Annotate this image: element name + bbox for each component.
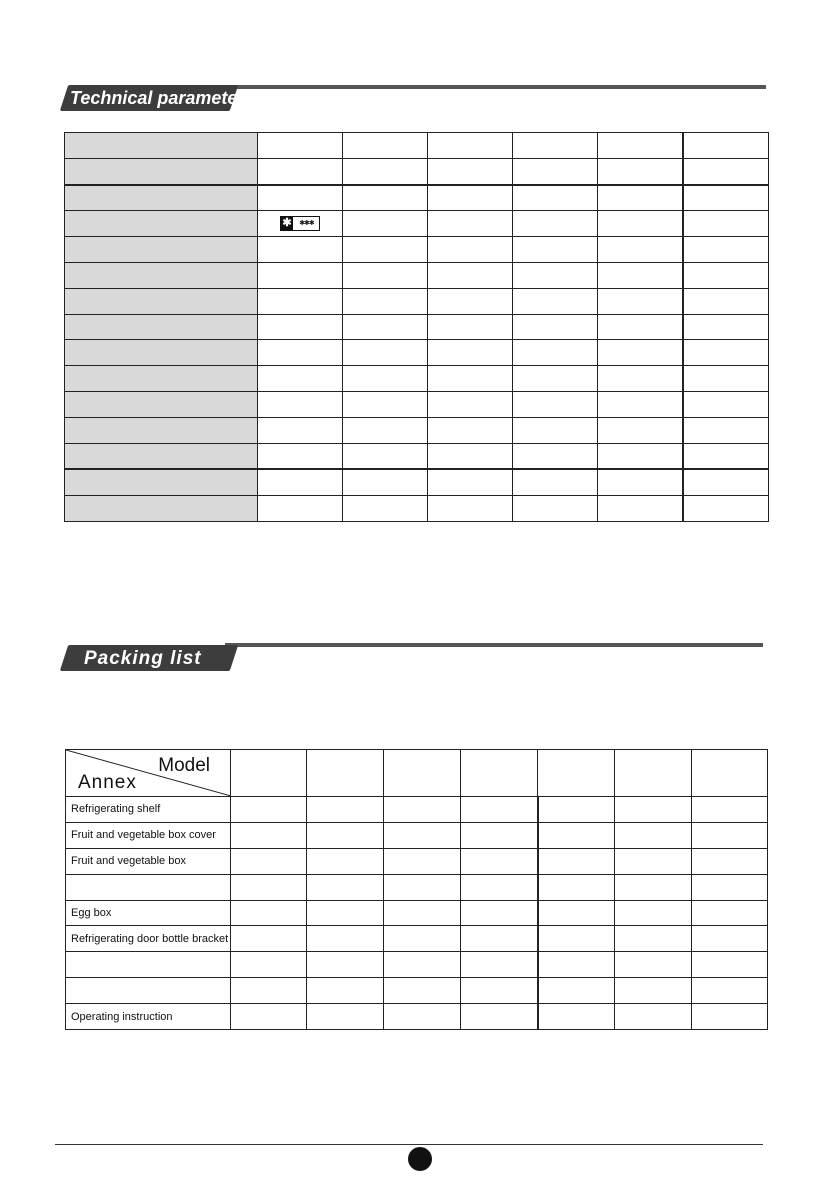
parameter-value-cell — [598, 496, 683, 522]
parameter-value-cell — [428, 496, 513, 522]
parameter-label-cell — [65, 496, 258, 522]
parameter-value-cell — [683, 469, 769, 495]
parameter-value-cell — [513, 158, 598, 184]
quantity-cell — [231, 822, 307, 848]
technical-row — [65, 391, 769, 417]
parameter-value-cell — [428, 314, 513, 340]
quantity-cell — [615, 848, 692, 874]
model-column-header — [692, 750, 768, 797]
model-column-header — [538, 750, 615, 797]
packing-row — [66, 1004, 768, 1030]
parameter-value-cell — [258, 469, 343, 495]
quantity-cell — [538, 952, 615, 978]
parameter-label-cell — [65, 340, 258, 366]
quantity-cell — [692, 1004, 768, 1030]
parameter-value-cell — [513, 417, 598, 443]
technical-row — [65, 366, 769, 392]
packing-row — [66, 952, 768, 978]
parameter-value-cell — [258, 262, 343, 288]
parameter-value-cell — [343, 496, 428, 522]
quantity-cell — [307, 1004, 384, 1030]
parameter-value-cell — [258, 366, 343, 392]
parameter-label-cell — [65, 211, 258, 237]
quantity-cell — [615, 822, 692, 848]
quantity-cell — [307, 874, 384, 900]
quantity-cell — [384, 978, 461, 1004]
quantity-cell — [461, 1004, 538, 1030]
parameter-value-cell — [343, 314, 428, 340]
parameter-value-cell — [513, 133, 598, 159]
parameter-value-cell — [428, 391, 513, 417]
quantity-cell — [538, 978, 615, 1004]
parameter-value-cell — [683, 417, 769, 443]
parameter-value-cell — [513, 314, 598, 340]
quantity-cell — [231, 848, 307, 874]
packing-row — [66, 822, 768, 848]
parameter-value-cell — [683, 391, 769, 417]
freezer-stars-icon: ✱✱✱ — [299, 220, 314, 228]
quantity-cell — [538, 926, 615, 952]
packing-header-rule — [225, 643, 763, 647]
quantity-cell — [692, 797, 768, 823]
parameter-value-cell — [683, 314, 769, 340]
parameter-value-cell — [258, 288, 343, 314]
parameter-value-cell — [683, 262, 769, 288]
parameter-value-cell — [428, 133, 513, 159]
footer-rule — [55, 1144, 763, 1145]
parameter-value-cell — [513, 262, 598, 288]
parameter-label-cell — [65, 288, 258, 314]
parameter-value-cell — [513, 288, 598, 314]
model-header-label: Model — [158, 755, 210, 776]
quantity-cell — [615, 797, 692, 823]
parameter-value-cell — [598, 469, 683, 495]
page-number-dot — [408, 1147, 432, 1171]
quantity-cell — [384, 797, 461, 823]
parameter-value-cell — [683, 158, 769, 184]
parameter-value-cell — [343, 288, 428, 314]
parameter-value-cell — [598, 133, 683, 159]
quantity-cell — [615, 978, 692, 1004]
technical-row — [65, 262, 769, 288]
parameter-value-cell — [598, 211, 683, 237]
annex-item-label — [66, 952, 231, 978]
parameter-value-cell — [513, 211, 598, 237]
parameter-value-cell — [513, 496, 598, 522]
parameter-value-cell — [598, 262, 683, 288]
annex-item-label: Fruit and vegetable box cover — [66, 822, 231, 848]
parameter-value-cell — [598, 158, 683, 184]
parameter-value-cell — [343, 262, 428, 288]
parameter-value-cell — [683, 237, 769, 263]
quantity-cell — [692, 900, 768, 926]
quantity-cell — [231, 797, 307, 823]
parameter-value-cell — [343, 185, 428, 211]
quantity-cell — [384, 952, 461, 978]
quantity-cell — [307, 797, 384, 823]
quantity-cell — [307, 926, 384, 952]
packing-row — [66, 797, 768, 823]
quantity-cell — [307, 822, 384, 848]
parameter-value-cell — [598, 443, 683, 469]
parameter-value-cell — [598, 340, 683, 366]
technical-header-title: Technical parameter — [70, 88, 245, 108]
parameter-value-cell — [513, 391, 598, 417]
parameter-value-cell — [513, 237, 598, 263]
quantity-cell — [615, 900, 692, 926]
technical-header-rule — [220, 85, 766, 89]
packing-header-row — [66, 750, 768, 797]
parameter-value-cell — [428, 469, 513, 495]
parameter-value-cell — [428, 417, 513, 443]
parameter-label-cell — [65, 262, 258, 288]
quantity-cell — [692, 952, 768, 978]
quantity-cell — [461, 848, 538, 874]
parameter-value-cell — [598, 417, 683, 443]
parameter-value-cell — [428, 237, 513, 263]
model-column-header — [615, 750, 692, 797]
parameter-value-cell — [258, 211, 343, 237]
technical-parameter-table — [64, 132, 769, 522]
parameter-value-cell — [258, 185, 343, 211]
technical-row — [65, 340, 769, 366]
parameter-value-cell — [343, 469, 428, 495]
quantity-cell — [307, 848, 384, 874]
parameter-value-cell — [598, 185, 683, 211]
parameter-value-cell — [683, 133, 769, 159]
parameter-value-cell — [683, 288, 769, 314]
technical-row — [65, 211, 769, 237]
parameter-value-cell — [258, 314, 343, 340]
quantity-cell — [384, 900, 461, 926]
annex-item-label: Operating instruction — [66, 1004, 231, 1030]
quantity-cell — [384, 1004, 461, 1030]
parameter-value-cell — [258, 417, 343, 443]
quantity-cell — [538, 874, 615, 900]
parameter-value-cell — [428, 443, 513, 469]
parameter-value-cell — [258, 496, 343, 522]
parameter-value-cell — [683, 496, 769, 522]
quantity-cell — [615, 926, 692, 952]
quantity-cell — [461, 900, 538, 926]
quantity-cell — [461, 978, 538, 1004]
quantity-cell — [692, 874, 768, 900]
quantity-cell — [615, 1004, 692, 1030]
parameter-label-cell — [65, 133, 258, 159]
parameter-label-cell — [65, 391, 258, 417]
parameter-value-cell — [258, 133, 343, 159]
parameter-value-cell — [683, 185, 769, 211]
packing-list-table — [65, 749, 768, 1030]
quantity-cell — [538, 797, 615, 823]
parameter-label-cell — [65, 185, 258, 211]
parameter-value-cell — [258, 237, 343, 263]
quantity-cell — [461, 822, 538, 848]
annex-item-label — [66, 978, 231, 1004]
quantity-cell — [384, 822, 461, 848]
quantity-cell — [231, 952, 307, 978]
packing-row — [66, 848, 768, 874]
quantity-cell — [461, 952, 538, 978]
model-column-header — [384, 750, 461, 797]
parameter-value-cell — [258, 340, 343, 366]
parameter-value-cell — [258, 443, 343, 469]
quantity-cell — [461, 797, 538, 823]
technical-row — [65, 314, 769, 340]
quantity-cell — [307, 900, 384, 926]
quantity-cell — [692, 822, 768, 848]
model-column-header — [461, 750, 538, 797]
model-column-header — [307, 750, 384, 797]
parameter-value-cell — [513, 340, 598, 366]
parameter-value-cell — [343, 237, 428, 263]
quantity-cell — [231, 978, 307, 1004]
parameter-value-cell — [683, 340, 769, 366]
parameter-value-cell — [598, 391, 683, 417]
annex-item-label: Refrigerating door bottle bracket — [66, 926, 231, 952]
annex-item-label — [66, 874, 231, 900]
parameter-value-cell — [513, 366, 598, 392]
freezer-star-icon: ✱ — [282, 217, 292, 230]
parameter-value-cell — [598, 237, 683, 263]
parameter-value-cell — [343, 158, 428, 184]
quantity-cell — [231, 874, 307, 900]
quantity-cell — [231, 1004, 307, 1030]
quantity-cell — [384, 926, 461, 952]
parameter-label-cell — [65, 417, 258, 443]
quantity-cell — [538, 900, 615, 926]
technical-row — [65, 496, 769, 522]
annex-header-label: Annex — [78, 772, 137, 793]
parameter-value-cell — [683, 443, 769, 469]
parameter-value-cell — [343, 391, 428, 417]
technical-row — [65, 185, 769, 211]
parameter-value-cell — [428, 262, 513, 288]
parameter-value-cell — [598, 288, 683, 314]
parameter-value-cell — [428, 340, 513, 366]
parameter-value-cell — [513, 443, 598, 469]
annex-item-label: Egg box — [66, 900, 231, 926]
quantity-cell — [538, 822, 615, 848]
quantity-cell — [538, 848, 615, 874]
quantity-cell — [692, 926, 768, 952]
quantity-cell — [384, 874, 461, 900]
parameter-value-cell — [598, 366, 683, 392]
parameter-value-cell — [343, 133, 428, 159]
parameter-value-cell — [428, 185, 513, 211]
parameter-label-cell — [65, 366, 258, 392]
packing-row — [66, 874, 768, 900]
parameter-value-cell — [513, 469, 598, 495]
parameter-value-cell — [428, 158, 513, 184]
parameter-value-cell — [683, 366, 769, 392]
parameter-value-cell — [343, 366, 428, 392]
parameter-label-cell — [65, 237, 258, 263]
quantity-cell — [461, 926, 538, 952]
annex-model-header-cell — [66, 750, 231, 797]
parameter-value-cell — [598, 314, 683, 340]
parameter-label-cell — [65, 314, 258, 340]
parameter-label-cell — [65, 158, 258, 184]
parameter-label-cell — [65, 443, 258, 469]
parameter-value-cell — [343, 417, 428, 443]
quantity-cell — [615, 874, 692, 900]
packing-row — [66, 926, 768, 952]
technical-row — [65, 237, 769, 263]
technical-row — [65, 443, 769, 469]
quantity-cell — [538, 1004, 615, 1030]
parameter-value-cell — [343, 443, 428, 469]
quantity-cell — [384, 848, 461, 874]
technical-row — [65, 133, 769, 159]
parameter-value-cell — [258, 391, 343, 417]
technical-row — [65, 158, 769, 184]
technical-row — [65, 288, 769, 314]
packing-row — [66, 978, 768, 1004]
packing-row — [66, 900, 768, 926]
packing-header-title: Packing list — [84, 648, 202, 669]
annex-item-label: Fruit and vegetable box — [66, 848, 231, 874]
quantity-cell — [615, 952, 692, 978]
parameter-value-cell — [683, 211, 769, 237]
quantity-cell — [307, 952, 384, 978]
parameter-value-cell — [258, 158, 343, 184]
technical-row — [65, 469, 769, 495]
parameter-value-cell — [343, 211, 428, 237]
freezer-star-rating-icon — [280, 216, 320, 231]
quantity-cell — [231, 900, 307, 926]
quantity-cell — [231, 926, 307, 952]
parameter-label-cell — [65, 469, 258, 495]
technical-row — [65, 417, 769, 443]
parameter-value-cell — [513, 185, 598, 211]
annex-item-label: Refrigerating shelf — [66, 797, 231, 823]
parameter-value-cell — [428, 211, 513, 237]
quantity-cell — [461, 874, 538, 900]
parameter-value-cell — [428, 366, 513, 392]
model-column-header — [231, 750, 307, 797]
quantity-cell — [307, 978, 384, 1004]
parameter-value-cell — [428, 288, 513, 314]
quantity-cell — [692, 978, 768, 1004]
quantity-cell — [692, 848, 768, 874]
parameter-value-cell — [343, 340, 428, 366]
